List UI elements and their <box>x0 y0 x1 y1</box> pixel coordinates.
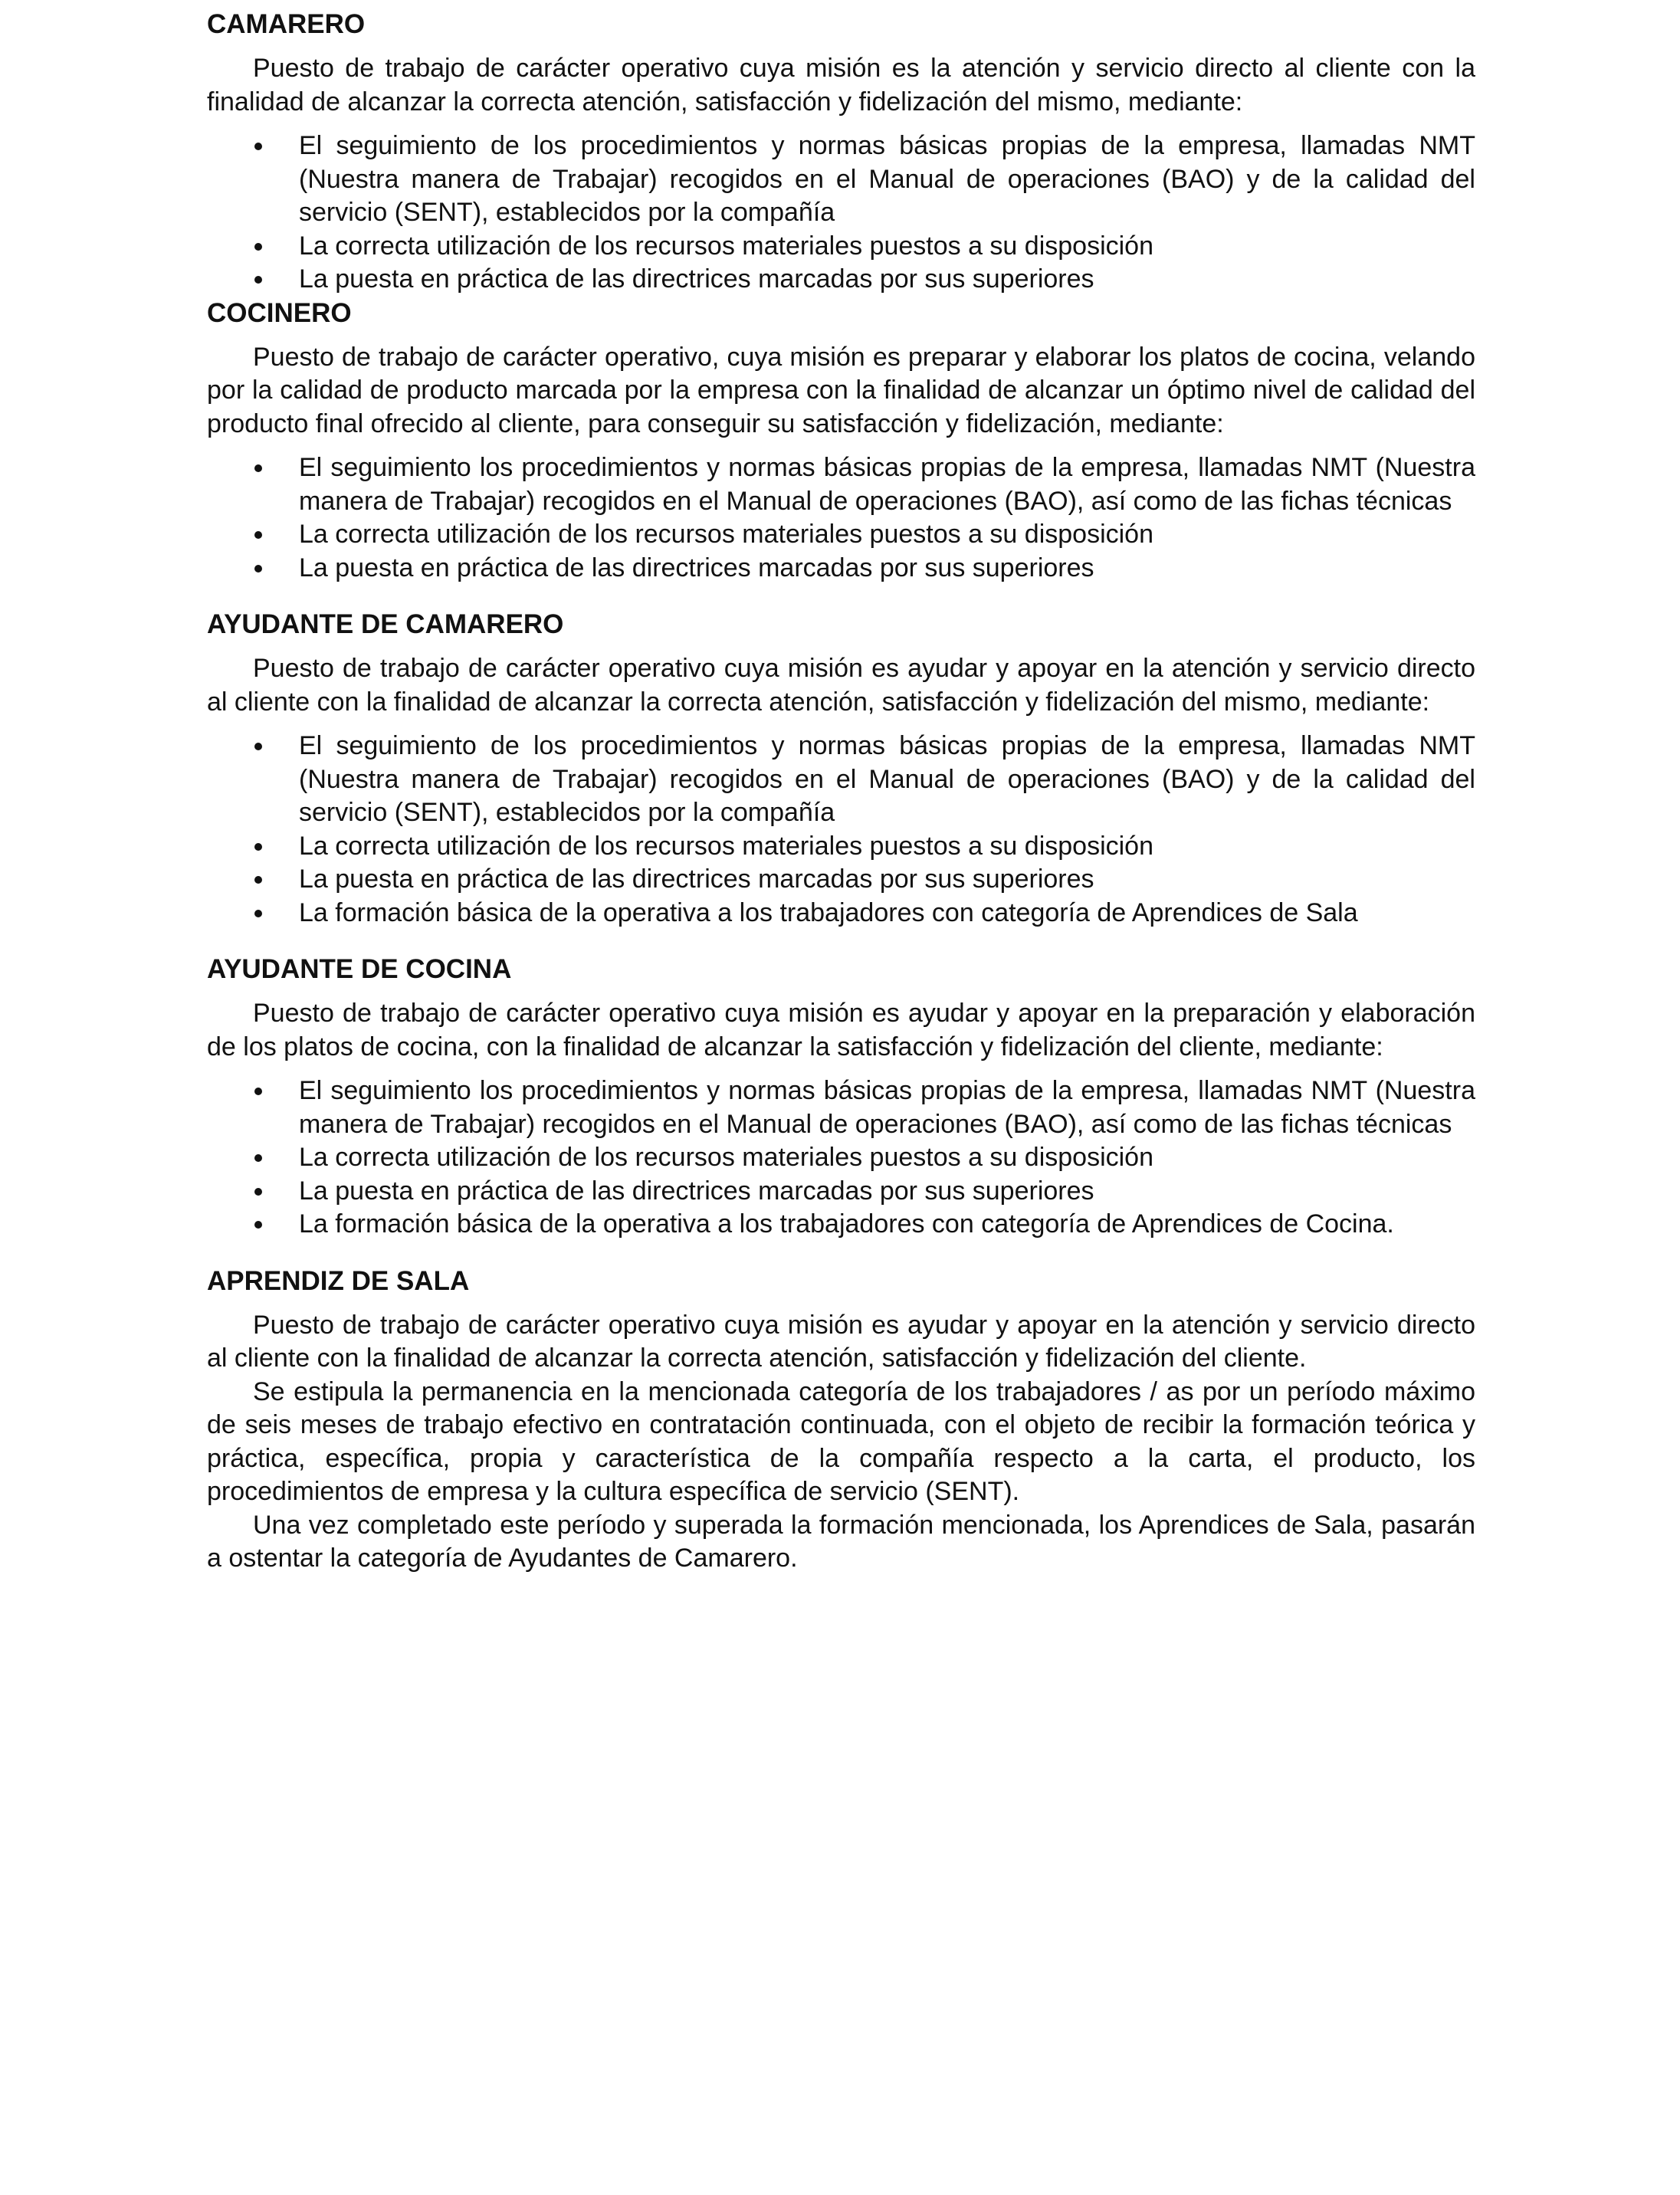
list-item <box>207 1075 1475 1141</box>
document-page <box>207 8 1475 1576</box>
list-item <box>207 730 1475 830</box>
list-item-text: La correcta utilización de los recursos materiales puestos a su disposición <box>299 831 1153 861</box>
bullet-icon <box>254 1088 262 1095</box>
bullet-icon <box>254 1188 262 1196</box>
list-item-text: La formación básica de la operativa a los trabajadores con categoría de Aprendices de Sala <box>299 897 1358 927</box>
section-paragraph: Se estipula la permanencia en la mencionada categoría de los trabajadores / as por un período máximo de seis meses de trabajo efectivo en contratación continuada, con el objeto de recibir la formación teórica y práctica, específica, propia y característica de la compañía respecto a la carta, el producto, los procedimientos de empresa y la cultura específica de servicio (SENT). <box>207 1376 1475 1506</box>
section-title: CAMARERO <box>207 9 366 39</box>
bullet-list <box>207 1075 1475 1242</box>
bullet-icon <box>254 1221 262 1229</box>
list-item <box>207 263 1475 297</box>
list-item <box>207 518 1475 552</box>
list-item-text: El seguimiento los procedimientos y normas básicas propias de la empresa, llamadas NMT (Nuestra manera de Trabajar) recogidos en el Manual de operaciones (BAO), así como de las fichas técnicas <box>299 453 1475 516</box>
section-title: COCINERO <box>207 297 352 328</box>
section-intro: Puesto de trabajo de carácter operativo cuya misión es ayudar y apoyar en la atención y servicio directo al cliente con la finalidad de alcanzar la correcta atención, satisfacción y fidelización del mismo, mediante: <box>207 654 1475 717</box>
list-item <box>207 552 1475 586</box>
bullet-icon <box>254 743 262 750</box>
section-ayudante-de-camarero <box>207 608 1475 930</box>
bullet-list <box>207 451 1475 585</box>
list-item-text: El seguimiento los procedimientos y normas básicas propias de la empresa, llamadas NMT (Nuestra manera de Trabajar) recogidos en el Manual de operaciones (BAO), así como de las fichas técnicas <box>299 1076 1475 1139</box>
bullet-icon <box>254 565 262 573</box>
section-paragraph: Puesto de trabajo de carácter operativo cuya misión es ayudar y apoyar en la atención y servicio directo al cliente con la finalidad de alcanzar la correcta atención, satisfacción y fidelización del cliente. <box>207 1310 1475 1373</box>
list-item <box>207 863 1475 897</box>
section-cocinero <box>207 297 1475 586</box>
bullet-icon <box>254 243 262 251</box>
bullet-icon <box>254 464 262 472</box>
list-item <box>207 897 1475 930</box>
bullet-icon <box>254 531 262 539</box>
list-item-text: La puesta en práctica de las directrices marcadas por sus superiores <box>299 553 1094 582</box>
section-intro: Puesto de trabajo de carácter operativo cuya misión es la atención y servicio directo al cliente con la finalidad de alcanzar la correcta atención, satisfacción y fidelización del mismo, mediante: <box>207 54 1475 116</box>
section-aprendiz-de-sala <box>207 1265 1475 1576</box>
list-item <box>207 130 1475 230</box>
bullet-icon <box>254 876 262 884</box>
list-item <box>207 1175 1475 1209</box>
bullet-icon <box>254 843 262 851</box>
list-item-text: La puesta en práctica de las directrices marcadas por sus superiores <box>299 1176 1094 1206</box>
list-item-text: La correcta utilización de los recursos materiales puestos a su disposición <box>299 520 1153 549</box>
list-item-text: La puesta en práctica de las directrices marcadas por sus superiores <box>299 264 1094 294</box>
list-item-text: El seguimiento de los procedimientos y normas básicas propias de la empresa, llamadas NMT (Nuestra manera de Trabajar) recogidos en el Manual de operaciones (BAO) y de la calidad del servicio (SENT), establecidos por la compañía <box>299 131 1475 227</box>
list-item <box>207 451 1475 518</box>
bullet-icon <box>254 276 262 284</box>
section-intro: Puesto de trabajo de carácter operativo cuya misión es ayudar y apoyar en la preparación y elaboración de los platos de cocina, con la finalidad de alcanzar la satisfacción y fidelización del cliente, mediante: <box>207 999 1475 1061</box>
list-item <box>207 830 1475 864</box>
bullet-list <box>207 730 1475 930</box>
bullet-icon <box>254 143 262 150</box>
section-title: AYUDANTE DE CAMARERO <box>207 609 564 639</box>
section-ayudante-de-cocina <box>207 953 1475 1242</box>
bullet-icon <box>254 1154 262 1162</box>
list-item-text: La formación básica de la operativa a los trabajadores con categoría de Aprendices de Cocina. <box>299 1209 1394 1239</box>
list-item-text: La correcta utilización de los recursos materiales puestos a su disposición <box>299 1143 1153 1172</box>
list-item <box>207 1208 1475 1242</box>
section-title: AYUDANTE DE COCINA <box>207 954 512 984</box>
section-camarero <box>207 8 1475 297</box>
section-paragraph: Una vez completado este período y superada la formación mencionada, los Aprendices de Sala, pasarán a ostentar la categoría de Ayudantes de Camarero. <box>207 1510 1475 1573</box>
bullet-icon <box>254 910 262 917</box>
list-item-text: El seguimiento de los procedimientos y normas básicas propias de la empresa, llamadas NMT (Nuestra manera de Trabajar) recogidos en el Manual de operaciones (BAO) y de la calidad del servicio (SENT), establecidos por la compañía <box>299 731 1475 827</box>
list-item-text: La correcta utilización de los recursos materiales puestos a su disposición <box>299 231 1153 261</box>
bullet-list <box>207 130 1475 297</box>
section-intro: Puesto de trabajo de carácter operativo, cuya misión es preparar y elaborar los platos de cocina, velando por la calidad de producto marcada por la empresa con la finalidad de alcanzar un óptimo nivel de calidad del producto final ofrecido al cliente, para conseguir su satisfacción y fidelización, mediante: <box>207 342 1475 438</box>
list-item <box>207 1141 1475 1175</box>
list-item <box>207 230 1475 264</box>
list-item-text: La puesta en práctica de las directrices marcadas por sus superiores <box>299 865 1094 894</box>
section-title: APRENDIZ DE SALA <box>207 1265 470 1296</box>
